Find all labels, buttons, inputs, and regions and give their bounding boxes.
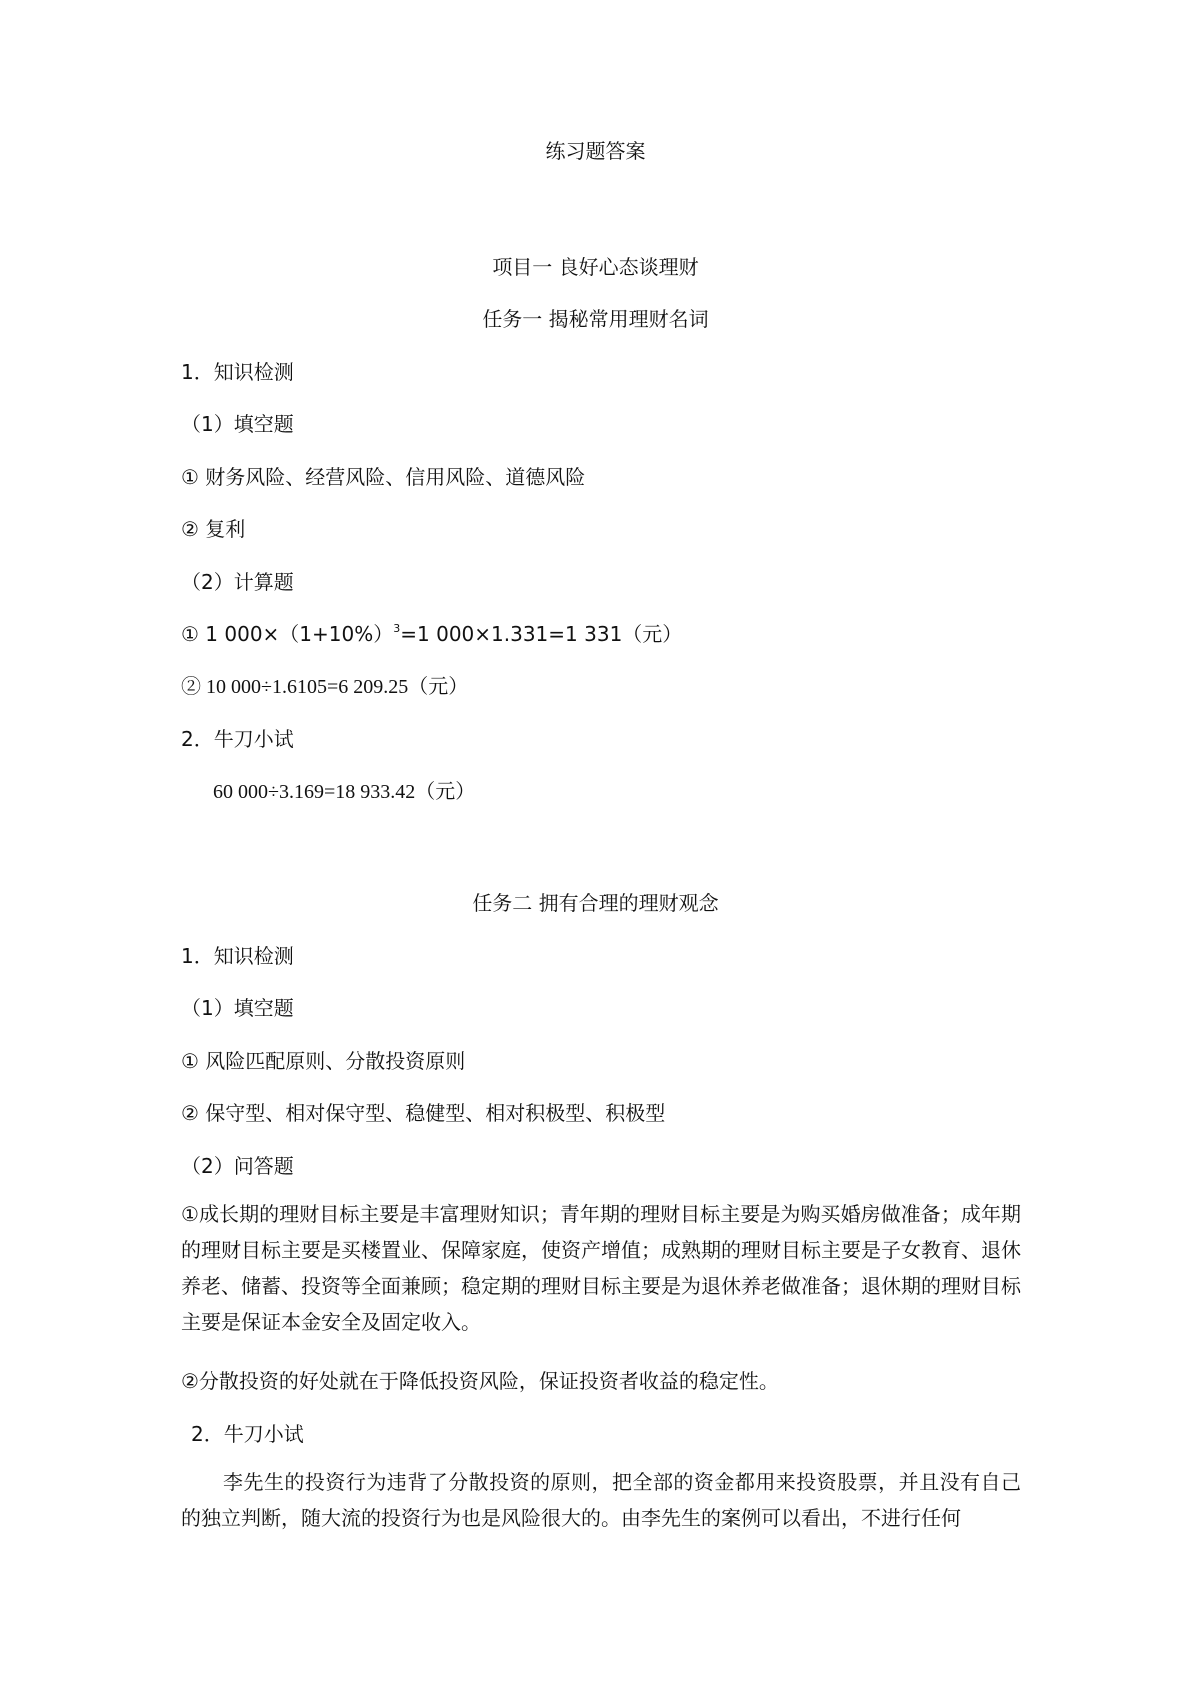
task2-fill-answer-2: ② 保守型、相对保守型、稳健型、相对积极型、积极型 bbox=[181, 1101, 666, 1125]
task1-practice-answer: 60 000÷3.169=18 933.42（元） bbox=[213, 781, 476, 803]
task2-fill-heading: （1）填空题 bbox=[181, 996, 294, 1020]
task1-fill-heading: （1）填空题 bbox=[181, 412, 294, 436]
task2-fill-answer-1: ① 风险匹配原则、分散投资原则 bbox=[181, 1049, 466, 1073]
calc-1-result: =1 000×1.331=1 331（元） bbox=[400, 622, 683, 646]
task1-calc-answer-1 bbox=[181, 621, 682, 647]
task2-qa-answer-1: ①成长期的理财目标主要是丰富理财知识；青年期的理财目标主要是为购买婚房做准备；成年期的理财目标主要是买楼置业、保障家庭，使资产增值；成熟期的理财目标主要是子女教育、退休养老、储蓄、投资等全面兼顾；稳定期的理财目标主要是为退休养老做准备；退休期的理财目标主要是保证本金安全及固定收入。 bbox=[181, 1202, 1021, 1334]
task1-calc-heading: （2）计算题 bbox=[181, 570, 294, 594]
project-title: 项目一 良好心态谈理财 bbox=[492, 255, 699, 279]
task1-fill-answer-1: ① 财务风险、经营风险、信用风险、道德风险 bbox=[181, 465, 586, 489]
task1-fill-answer-2: ② 复利 bbox=[181, 517, 246, 541]
task1-knowledge-heading: 1．知识检测 bbox=[181, 360, 294, 384]
task2-qa-answer-2: ②分散投资的好处就在于降低投资风险，保证投资者收益的稳定性。 bbox=[181, 1369, 779, 1393]
calc-1-base: ① 1 000×（1+10%） bbox=[181, 622, 394, 646]
task2-qa-heading: （2）问答题 bbox=[181, 1154, 294, 1178]
task2-knowledge-heading: 1．知识检测 bbox=[181, 944, 294, 968]
doc-title: 练习题答案 bbox=[545, 139, 646, 163]
task2-practice-heading: 2．牛刀小试 bbox=[191, 1422, 304, 1446]
task2-practice-paragraph: 李先生的投资行为违背了分散投资的原则，把全部的资金都用来投资股票，并且没有自己的独立判断，随大流的投资行为也是风险很大的。由李先生的案例可以看出，不进行任何 bbox=[181, 1470, 1021, 1530]
task1-calc-answer-2: ② 10 000÷1.6105=6 209.25（元） bbox=[181, 676, 469, 698]
task2-title: 任务二 拥有合理的理财观念 bbox=[472, 891, 719, 915]
task1-title: 任务一 揭秘常用理财名词 bbox=[482, 307, 709, 331]
task1-practice-heading: 2．牛刀小试 bbox=[181, 727, 294, 751]
calc-1-exponent: 3 bbox=[393, 622, 401, 635]
